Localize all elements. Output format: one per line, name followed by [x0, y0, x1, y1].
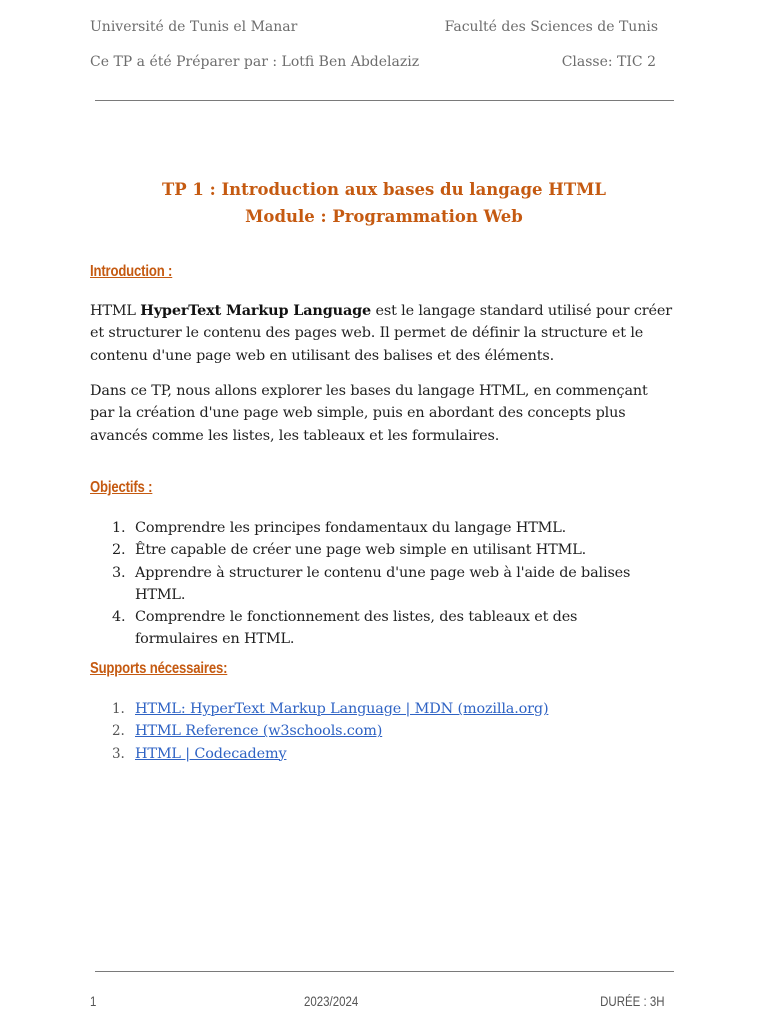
header-divider [95, 100, 674, 101]
supports-heading: Supports nécessaires: [90, 660, 228, 677]
list-number: 1. [112, 520, 126, 536]
objectifs-list [90, 517, 650, 651]
duration-label: DURÉE : 3H [600, 993, 665, 1009]
list-number: 1. [112, 701, 125, 717]
class-label: Classe: TIC 2 [561, 54, 656, 70]
list-number: 3. [112, 745, 125, 762]
link-w3schools-html[interactable]: HTML Reference (w3schools.com) [135, 723, 383, 740]
intro-rest: est le langage standard utilisé pour créer et structurer le contenu des pages web. Il permet de définir la structure et le contenu d'une page web en utilisant des balises et des éléments. [90, 303, 672, 364]
list-item [90, 539, 650, 561]
module-title: Module : Programmation Web [245, 207, 523, 226]
list-text: Comprendre les principes fondamentaux du langage HTML. [135, 520, 567, 536]
university-name: Université de Tunis el Manar [90, 19, 298, 35]
link-codecademy-html[interactable]: HTML | Codecademy [135, 745, 287, 762]
document-title: TP 1 : Introduction aux bases du langage HTML [161, 180, 607, 199]
page-number: 1 [90, 993, 97, 1009]
link-mdn-html[interactable]: HTML: HyperText Markup Language | MDN (mozilla.org) [135, 701, 549, 717]
list-number: 4. [112, 609, 126, 626]
faculty-name: Faculté des Sciences de Tunis [444, 19, 658, 35]
academic-year: 2023/2024 [304, 993, 359, 1009]
list-item [90, 698, 650, 720]
introduction-heading: Introduction : [90, 263, 173, 280]
list-text: Être capable de créer une page web simple en utilisant HTML. [135, 542, 587, 559]
list-item [90, 562, 650, 607]
list-number: 2. [112, 542, 126, 559]
list-number: 3. [112, 564, 126, 581]
list-text: Apprendre à structurer le contenu d'une page web à l'aide de balises HTML. [135, 564, 631, 603]
supports-list [90, 698, 650, 765]
introduction-paragraph-1 [90, 300, 676, 367]
introduction-paragraph-2: Dans ce TP, nous allons explorer les bases du langage HTML, en commençant par la création d'une page web simple, puis en abordant des concepts plus avancés comme les listes, les tableaux et les formulaires. [90, 383, 648, 444]
list-item [90, 720, 650, 742]
list-text: Comprendre le fonctionnement des listes, des tableaux et des formulaires en HTML. [135, 609, 578, 648]
list-item [90, 517, 650, 539]
list-item [90, 606, 650, 651]
list-item [90, 743, 650, 765]
footer-divider [95, 971, 674, 972]
intro-prefix: HTML [90, 303, 141, 319]
list-number: 2. [112, 723, 125, 740]
objectifs-heading: Objectifs : [90, 479, 153, 496]
prepared-by: Ce TP a été Préparer par : Lotfi Ben Abdelaziz [90, 54, 420, 70]
intro-bold-term: HyperText Markup Language [140, 302, 372, 319]
